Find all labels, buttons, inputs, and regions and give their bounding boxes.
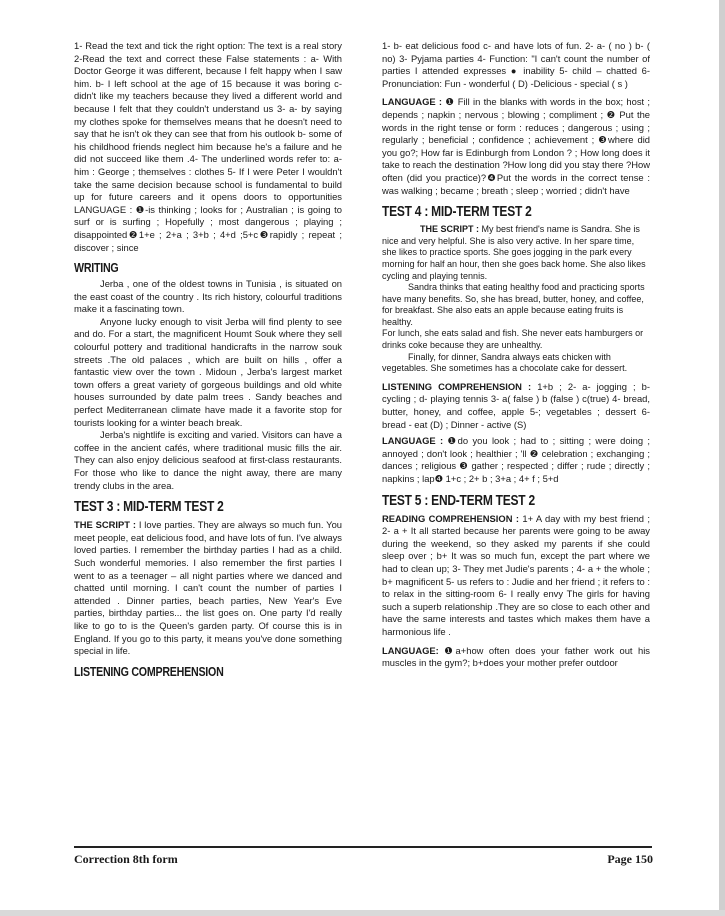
script-text: I love parties. They are always so much fun. You meet people, eat delicious food, and have lots of fun. I've always loved parties. I remember the birthday parties I had as a child. Such wonderful memories. I also remember the first parties I went to as a teenager – all night parties where we danced and chatted until morning. I can't count the number of parties I attended . Dinner parties, beach parties, New Year's Eve parties, birthday parties... the list goes on. One party I'd really like to go to is the Queen's garden party. Of course this is in England. If you go to this party, it means you've done something special in life. (74, 519, 342, 657)
language-5-label: LANGUAGE: (382, 644, 439, 656)
listening4-paragraph (382, 381, 650, 431)
script4-text-a: My best friend's name is Sandra. She is nice and very helpful. She is also very active. In her spare time, she likes to practice sports. She goes jogging in the park every morning for half an hour, then she goes back home. She also likes cycling and playing tennis. (382, 224, 646, 281)
script4-text-d: Finally, for dinner, Sandra always eats chicken with vegetables. She sometimes has a chocolate cake for dessert. (382, 351, 628, 374)
left-column (74, 40, 342, 832)
reading5-text: 1+ A day with my best friend ; 2- a + It all started because her parents were going to be away during the weekend, so they asked my parents if she could sleep over ; b+ It was so much fun, except the part where we had to clean up; 3- They met Judie's parents ; 4- a + the whole ; b+ magnificent 5- us refers to : Judie and her friend ; it refers to : to relax in the sitting-room 6- I really envy The girls for having such a superb relationship .They are so close to each other and have the same interests and tastes which makes them have a harmonious life . (382, 512, 650, 637)
language-4-paragraph (382, 435, 650, 485)
writing-paragraph-3: Jerba's nightlife is exciting and varied. Visitors can have a coffee in the ancient cafés, where traditional music fills the air. They can also enjoy delicious seafood at first-class restaurants. For those who like to dance the night away, there are many trendy clubs in the area. (74, 429, 342, 491)
page-bottom-shadow (0, 910, 725, 916)
page-edge-shadow (719, 0, 725, 916)
reading5-label: READING COMPREHENSION : (382, 512, 519, 524)
script4-text-b: Sandra thinks that eating healthy food and practicing sports have many benefits. So, she has bread, butter, honey, and coffee, for breakfast. She also eats an apple because eating fruits is healthy. (382, 282, 645, 327)
writing-paragraph-2: Anyone lucky enough to visit Jerba will find plenty to see and do. For a start, the magnificent Houmt Souk where they sell colourful pottery and traditional handicrafts in the narrow souk streets .The old palaces , which are built on hills , offer a fantastic view over the town . Midoun , Jerba's largest market town offers a great variety of gorgeous buildings and old white houses surrounded by date palm trees . Sandy beaches and perfect Mediterranean climate have made it a favorite stop for tourists looking for a winter beach break. (74, 315, 342, 428)
test4-heading: TEST 4 : MID-TERM TEST 2 (382, 203, 532, 221)
language-1-text: ❶ Fill in the blanks with words in the box; host ; depends ; napkin ; nervous ; blowing ; compliment ; ❷ Put the words in the right tense or form : reduces ; dangerous ; using ; regularly ; beneficial ; confidence ; achievement ; ❸where did you go?; How far is Edinburgh from London ? ; How long does it take to reach the destination ?How long did you stay there ?How often (did you practice)?❹Put the words in the correct tense : was walking ; became ; breath ; sleep ; worried ; didn't have (382, 96, 650, 196)
right-column (382, 40, 650, 832)
language-1-paragraph (382, 96, 650, 197)
listening-answers-paragraph: 1- b- eat delicious food c- and have lots of fun. 2- a- ( no ) b- ( no) 3- Pyjama parties 4- Function: "I can't count the number of parties I attended expresses ● inability 5- child – chatted 6- Pronunciation: Fun - wonderful ( D) -Delicious - special ( s ) (382, 40, 650, 89)
language-5-paragraph (382, 645, 650, 670)
script4-text-c: For lunch, she eats salad and fish. She never eats hamburgers or drinks coke because they are unhealthy. (382, 328, 644, 351)
page-number: Page 150 (607, 852, 653, 866)
listening4-label: LISTENING COMPREHENSION : (382, 380, 532, 392)
test3-script-paragraph (74, 519, 342, 658)
writing-heading: WRITING (74, 260, 119, 276)
language-4-text: ❶do you look ; had to ; sitting ; were doing ; annoyed ; don't look ; healthier ; 'll ❷ celebration ; exchanging ; dances ; religious ❸ gather ; respected ; differ ; rude ; directly ; napkins ; lap❹ 1+c ; 2+ b ; 3+a ; 4+ f ; 5+d (382, 435, 650, 484)
footer-title: Correction 8th form (74, 852, 178, 866)
script4-label: THE SCRIPT : (420, 224, 480, 235)
reading-answers-paragraph: 1- Read the text and tick the right option: The text is a real story 2-Read the text and correct these False statements : a- With Doctor George it was different, because I felt happy when I saw him. b- I left school at the age of 15 because it was boring c- didn't like my teachers because they lived a different world and because I felt that they couldn't understand us 3- a- by saying my clothes spoke for themselves means that he doesn't need to say that he isn't ok they can see that from his outlook b- some of his childhood friends neglect him because he's a failure and he did not succeed like them .4- The underlined words refer to: a- him : George ; themselves : clothes 5- If I were Peter I wouldn't take the same decision because school is fundamental to build up for future careers and it opens doors to opportunities LANGUAGE : ❶-is thinking ; looks for ; Australian ; is going to surf or is surfing ; Hopefully ; most dangerous ; playing ; disappointed❷1+e ; 2+a ; 3+b ; 4+d ;5+c❸rapidly ; repeat ; discover ; since (74, 40, 342, 253)
reading5-paragraph (382, 513, 650, 639)
footer-divider (74, 846, 652, 848)
test3-heading: TEST 3 : MID-TERM TEST 2 (74, 498, 224, 516)
test4-script (382, 224, 650, 375)
listening4-text: 1+b ; 2- a- jogging ; b- cycling ; d- playing tennis 3- a( false ) b (false ) c(true) 4- bread, butter, honey, and coffee, apple 5-; vegetables ; dessert 6- bread - eat (D) ; Dinner - active (S) (382, 380, 650, 430)
language-1-label: LANGUAGE : (382, 96, 443, 108)
script-label: THE SCRIPT : (74, 519, 136, 531)
test5-heading: TEST 5 : END-TERM TEST 2 (382, 491, 535, 509)
writing-paragraph-1: Jerba , one of the oldest towns in Tunisia , is situated on the east coast of the country . Its rich history, colourful traditions make it a fascinating town. (74, 278, 342, 315)
language-5-text: ❶a+how often does your father work out his muscles in the gym?; b+does your mother prefer outdoor (382, 644, 650, 669)
listening-heading: LISTENING COMPREHENSION (74, 663, 224, 679)
language-4-label: LANGUAGE : (382, 435, 444, 447)
